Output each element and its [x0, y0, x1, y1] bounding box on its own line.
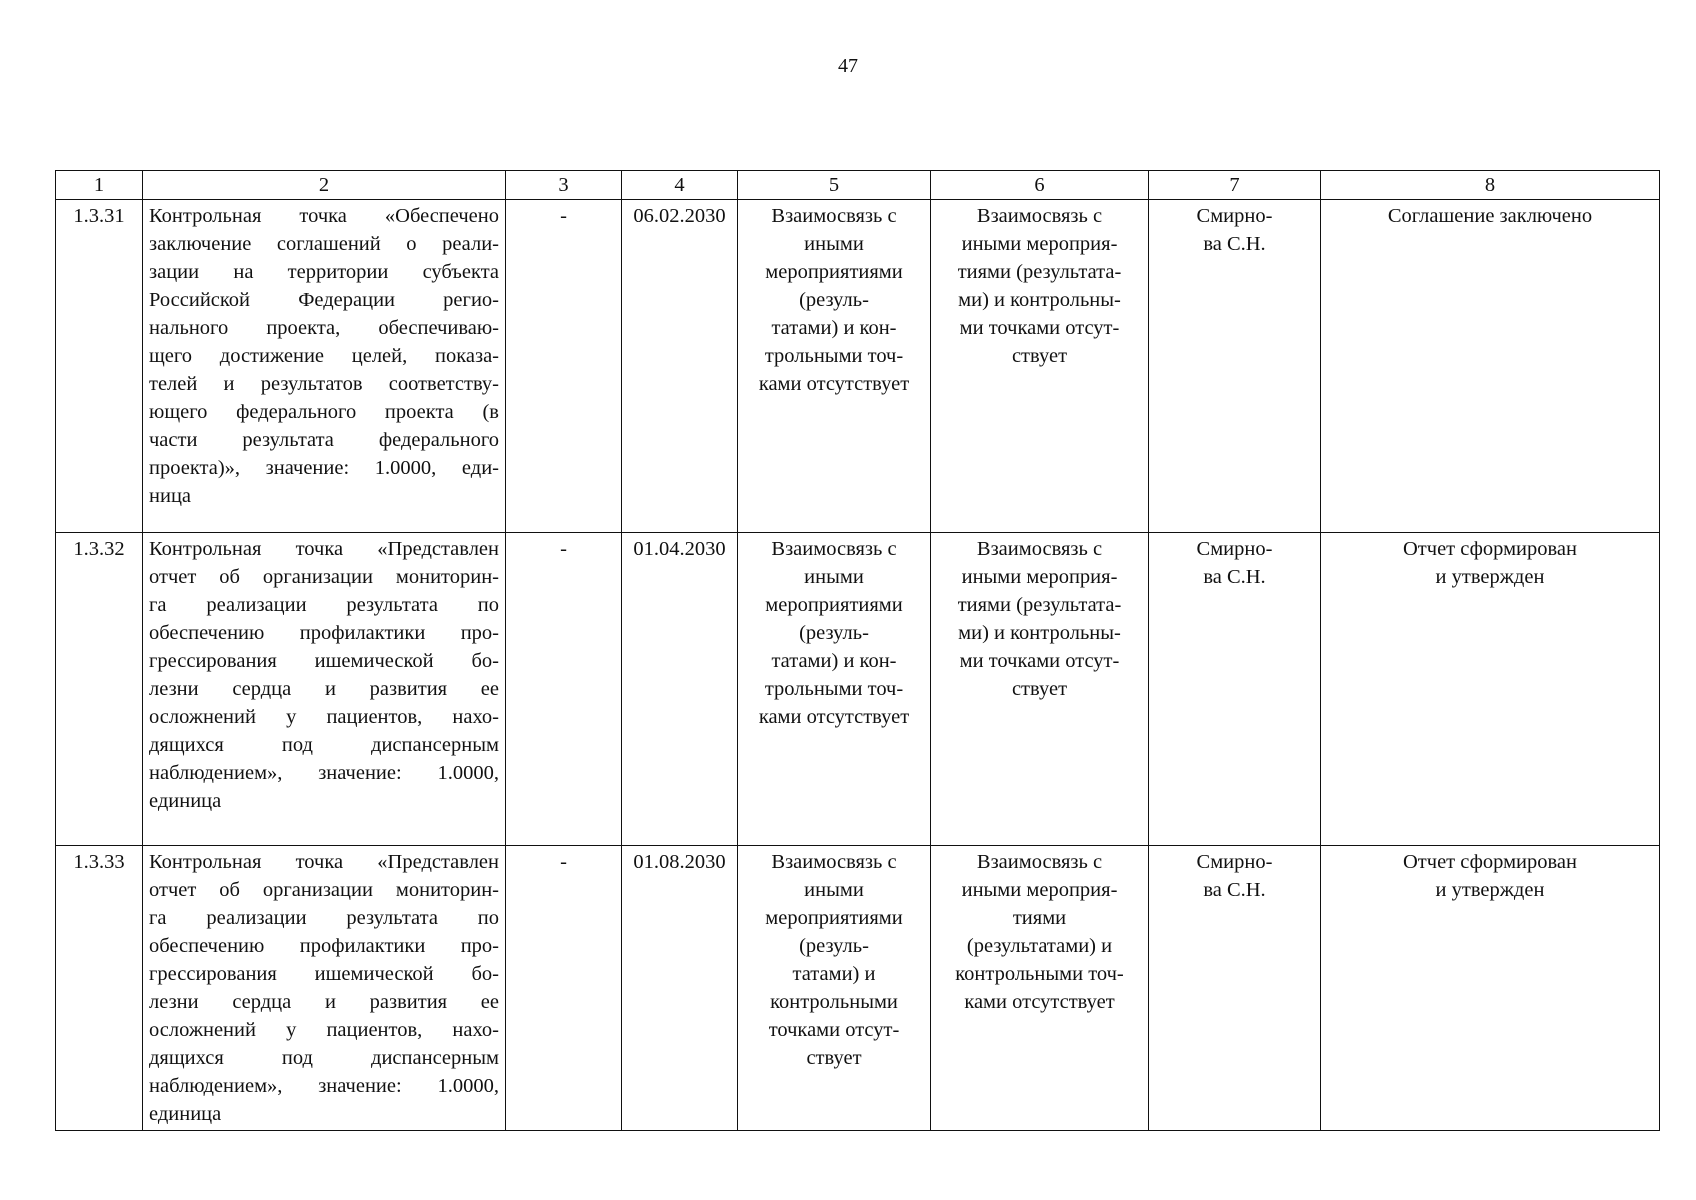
- description-line: отчет об организации мониторин-: [149, 566, 499, 588]
- description-line: грессирования ишемической бо-: [149, 963, 499, 985]
- description-line: части результата федерального: [149, 429, 499, 451]
- row-number: 1.3.33: [56, 846, 143, 1131]
- control-points-table: [55, 170, 1660, 1131]
- row-description: [143, 200, 506, 533]
- column-header: 3: [506, 171, 622, 200]
- description-line: обеспечению профилактики про-: [149, 622, 499, 644]
- description-line: проекта)», значение: 1.0000, еди-: [149, 457, 499, 479]
- description-line: га реализации результата по: [149, 907, 499, 929]
- description-line: отчет об организации мониторин-: [149, 879, 499, 901]
- row-relation-events: Взаимосвязь с иными мероприятиями (резуль- татами) и контрольными точками отсут- ствует: [738, 846, 931, 1131]
- header-row: [56, 171, 1660, 200]
- row-description: [143, 846, 506, 1131]
- description-line: осложнений у пациентов, нахо-: [149, 706, 499, 728]
- description-line: ющего федерального проекта (в: [149, 401, 499, 423]
- description-line: Контрольная точка «Представлен: [149, 538, 499, 560]
- row-relation-events: Взаимосвязь с иными мероприятиями (резуль- татами) и кон- трольными точ- ками отсутствует: [738, 200, 931, 533]
- row-col3: -: [506, 533, 622, 846]
- description-line: дящихся под диспансерным: [149, 734, 499, 756]
- row-responsible: Смирно- ва С.Н.: [1149, 533, 1321, 846]
- description-line: дящихся под диспансерным: [149, 1047, 499, 1069]
- row-col3: -: [506, 200, 622, 533]
- description-line: наблюдением», значение: 1.0000,: [149, 1075, 499, 1097]
- row-relation-other: Взаимосвязь с иными мероприя- тиями (результата- ми) и контрольны- ми точками отсут- ствует: [931, 200, 1149, 533]
- description-line: лезни сердца и развития ее: [149, 678, 499, 700]
- column-header: 1: [56, 171, 143, 200]
- column-header: 4: [622, 171, 738, 200]
- row-col3: -: [506, 846, 622, 1131]
- row-result: Отчет сформирован и утвержден: [1321, 533, 1660, 846]
- column-header: 6: [931, 171, 1149, 200]
- row-result: Соглашение заключено: [1321, 200, 1660, 533]
- description-line: грессирования ишемической бо-: [149, 650, 499, 672]
- row-number: 1.3.32: [56, 533, 143, 846]
- row-date: 01.08.2030: [622, 846, 738, 1131]
- description-line: щего достижение целей, показа-: [149, 345, 499, 367]
- column-header: 5: [738, 171, 931, 200]
- table-row: [56, 533, 1660, 846]
- row-date: 01.04.2030: [622, 533, 738, 846]
- description-line: телей и результатов соответству-: [149, 373, 499, 395]
- row-relation-other: Взаимосвязь с иными мероприя- тиями (результата- ми) и контрольны- ми точками отсут- ствует: [931, 533, 1149, 846]
- description-line: зации на территории субъекта: [149, 261, 499, 283]
- row-number: 1.3.31: [56, 200, 143, 533]
- row-responsible: Смирно- ва С.Н.: [1149, 846, 1321, 1131]
- description-line: лезни сердца и развития ее: [149, 991, 499, 1013]
- description-line: наблюдением», значение: 1.0000,: [149, 762, 499, 784]
- page-number: 47: [838, 55, 858, 77]
- description-line: единица: [149, 790, 222, 812]
- row-responsible: Смирно- ва С.Н.: [1149, 200, 1321, 533]
- description-line: Контрольная точка «Обеспечено: [149, 205, 499, 227]
- row-relation-events: Взаимосвязь с иными мероприятиями (резуль- татами) и кон- трольными точ- ками отсутствует: [738, 533, 931, 846]
- description-line: нального проекта, обеспечиваю-: [149, 317, 499, 339]
- row-description: [143, 533, 506, 846]
- table-row: [56, 846, 1660, 1131]
- description-line: га реализации результата по: [149, 594, 499, 616]
- description-line: ница: [149, 485, 192, 507]
- row-result: Отчет сформирован и утвержден: [1321, 846, 1660, 1131]
- description-line: единица: [149, 1103, 222, 1125]
- row-date: 06.02.2030: [622, 200, 738, 533]
- description-line: заключение соглашений о реали-: [149, 233, 499, 255]
- description-line: Российской Федерации регио-: [149, 289, 499, 311]
- column-header: 2: [143, 171, 506, 200]
- description-line: обеспечению профилактики про-: [149, 935, 499, 957]
- description-line: Контрольная точка «Представлен: [149, 851, 499, 873]
- description-line: осложнений у пациентов, нахо-: [149, 1019, 499, 1041]
- table-row: [56, 200, 1660, 533]
- row-relation-other: Взаимосвязь с иными мероприя- тиями (результатами) и контрольными точ- ками отсутствует: [931, 846, 1149, 1131]
- column-header: 7: [1149, 171, 1321, 200]
- column-header: 8: [1321, 171, 1660, 200]
